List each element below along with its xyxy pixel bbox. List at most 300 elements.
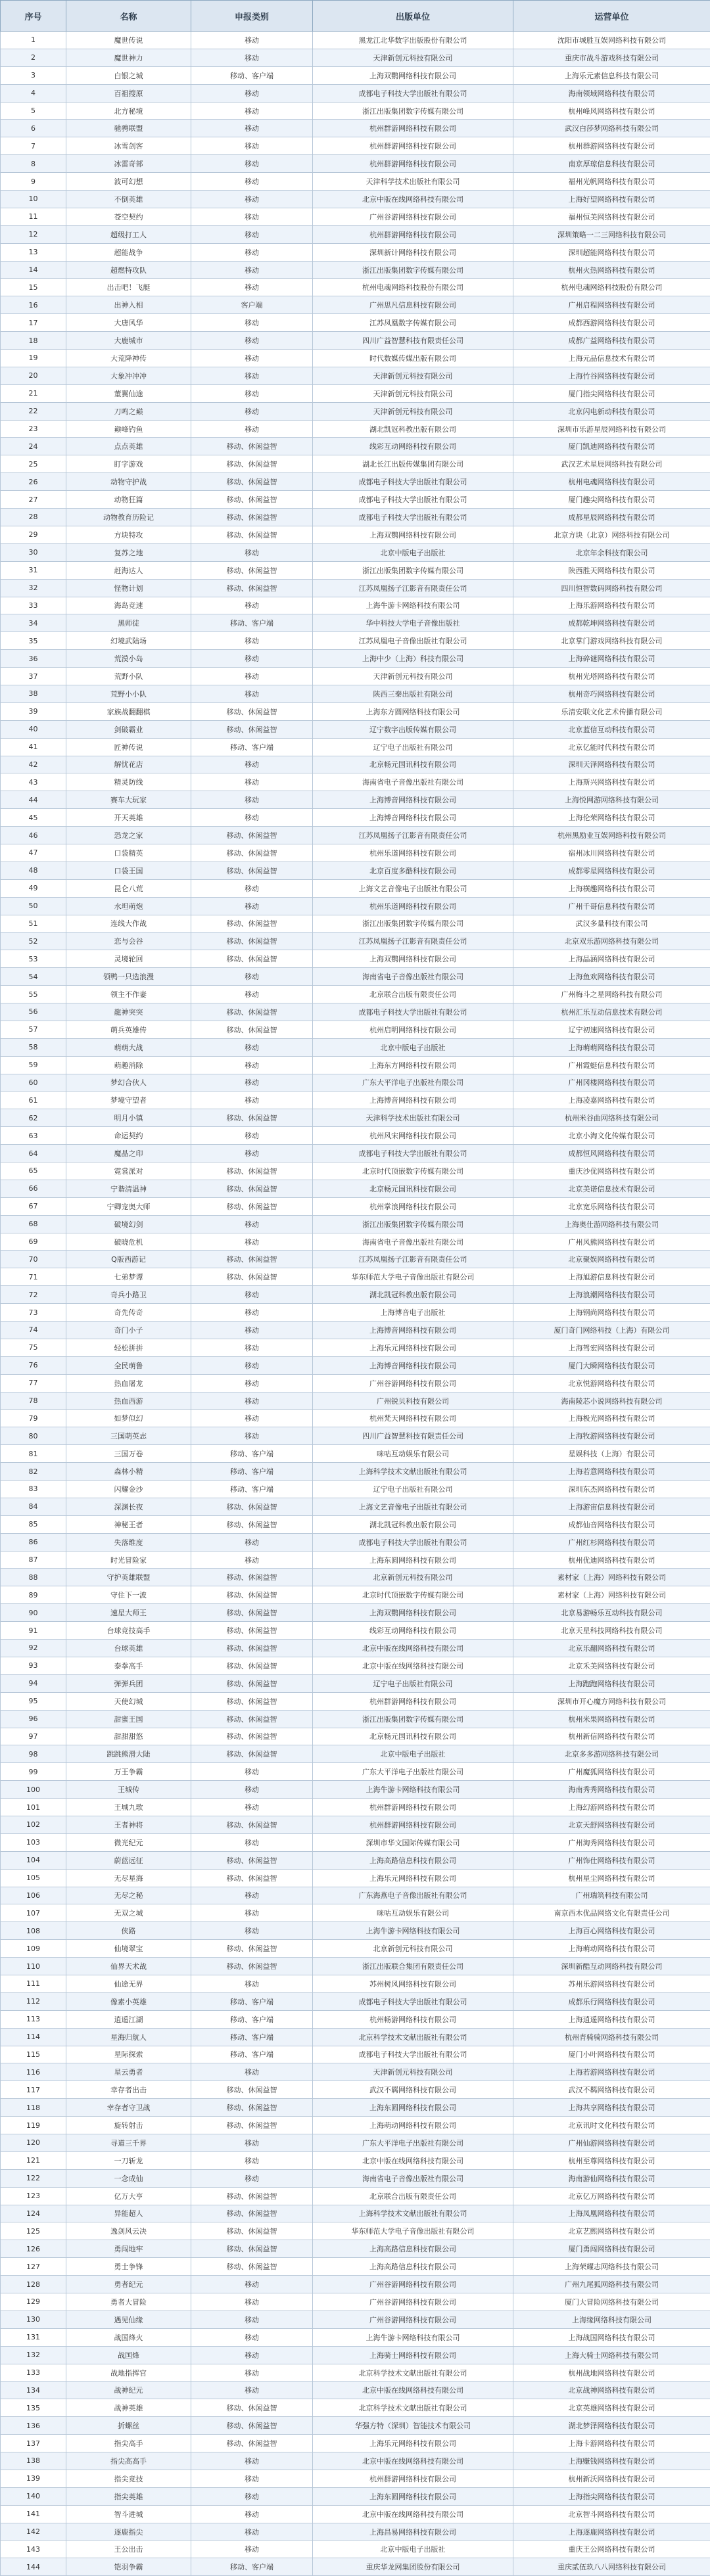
cell-operator: 上海荣耀志网络科技有限公司 bbox=[513, 2258, 710, 2276]
cell-operator: 广州仙游网络科技有限公司 bbox=[513, 2134, 710, 2151]
cell-name: 苍空契约 bbox=[66, 208, 191, 225]
cell-operator: 上海好望网络科技有限公司 bbox=[513, 191, 710, 208]
table-row bbox=[1, 438, 710, 455]
cell-operator: 广州风熊网络科技有限公司 bbox=[513, 1233, 710, 1251]
cell-no: 47 bbox=[1, 844, 66, 862]
cell-publisher: 上海高路信息科技有限公司 bbox=[313, 1851, 513, 1869]
cell-operator: 厦门趣尖网络科技有限公司 bbox=[513, 491, 710, 509]
cell-no: 95 bbox=[1, 1692, 66, 1710]
cell-operator: 杭州黑励业互娱网络科技有限公司 bbox=[513, 827, 710, 844]
cell-publisher: 北京百度多酷科技有限公司 bbox=[313, 862, 513, 879]
cell-operator: 深圳策略一二三网络科技有限公司 bbox=[513, 225, 710, 243]
cell-name: 口袋精英 bbox=[66, 844, 191, 862]
cell-publisher: 浙江出版集团数字传媒有限公司 bbox=[313, 915, 513, 932]
cell-no: 55 bbox=[1, 986, 66, 1003]
cell-category: 移动、休闲益智 bbox=[191, 2258, 313, 2276]
cell-publisher: 杭州群游网络科技有限公司 bbox=[313, 1799, 513, 1816]
cell-operator: 上海逐鹿网络科技有限公司 bbox=[513, 2523, 710, 2541]
cell-no: 137 bbox=[1, 2435, 66, 2452]
cell-name: 幸存者出击 bbox=[66, 2081, 191, 2099]
table-row bbox=[1, 191, 710, 208]
cell-operator: 武汉白莎梦网络科技有限公司 bbox=[513, 120, 710, 137]
cell-publisher: 辽宁数字出版传媒有限公司 bbox=[313, 720, 513, 738]
cell-publisher: 广东大平洋电子出版社有限公司 bbox=[313, 1074, 513, 1092]
cell-category: 移动 bbox=[191, 225, 313, 243]
cell-no: 135 bbox=[1, 2399, 66, 2417]
cell-no: 127 bbox=[1, 2258, 66, 2276]
table-row bbox=[1, 1869, 710, 1887]
cell-operator: 广州饰仕网络科技有限公司 bbox=[513, 1851, 710, 1869]
cell-category: 移动 bbox=[191, 809, 313, 827]
cell-name: 王城九歌 bbox=[66, 1799, 191, 1816]
cell-name: 勇者纪元 bbox=[66, 2276, 191, 2293]
cell-publisher: 广州谷游网络科技有限公司 bbox=[313, 2276, 513, 2293]
cell-publisher: 广东大平洋电子出版社有限公司 bbox=[313, 2134, 513, 2151]
cell-no: 122 bbox=[1, 2169, 66, 2187]
cell-operator: 北京聚娱网络科技有限公司 bbox=[513, 1251, 710, 1268]
cell-no: 61 bbox=[1, 1092, 66, 1109]
cell-operator: 上海斯兴网络科技有限公司 bbox=[513, 773, 710, 791]
cell-name: 魔晶之印 bbox=[66, 1145, 191, 1162]
cell-publisher: 华东师范大学电子音像出版社有限公司 bbox=[313, 2222, 513, 2240]
cell-category: 移动 bbox=[191, 897, 313, 915]
cell-operator: 上海浪潮网络科技有限公司 bbox=[513, 1286, 710, 1304]
cell-no: 139 bbox=[1, 2470, 66, 2487]
cell-publisher: 深圳市华文国际传媒有限公司 bbox=[313, 1833, 513, 1851]
cell-no: 92 bbox=[1, 1640, 66, 1657]
table-row bbox=[1, 84, 710, 102]
table-row bbox=[1, 1109, 710, 1127]
cell-name: 方块特攻 bbox=[66, 526, 191, 543]
table-row bbox=[1, 791, 710, 809]
cell-no: 113 bbox=[1, 2010, 66, 2028]
cell-no: 142 bbox=[1, 2523, 66, 2541]
cell-no: 34 bbox=[1, 614, 66, 632]
cell-operator: 深圳新酷互动网络科技有限公司 bbox=[513, 1958, 710, 1975]
table-row bbox=[1, 137, 710, 155]
cell-category: 移动、休闲益智 bbox=[191, 702, 313, 720]
cell-operator: 厦门大冒险网络科技有限公司 bbox=[513, 2293, 710, 2311]
table-row bbox=[1, 491, 710, 509]
cell-publisher: 天津新创元科技有限公司 bbox=[313, 384, 513, 402]
cell-name: 指尖高高手 bbox=[66, 2452, 191, 2470]
cell-no: 100 bbox=[1, 1781, 66, 1799]
cell-operator: 杭州米果网络科技有限公司 bbox=[513, 1710, 710, 1728]
cell-category: 移动、客户端 bbox=[191, 738, 313, 756]
cell-no: 7 bbox=[1, 137, 66, 155]
cell-category: 移动 bbox=[191, 1904, 313, 1922]
cell-no: 20 bbox=[1, 367, 66, 384]
cell-category: 移动、客户端 bbox=[191, 2010, 313, 2028]
cell-category: 移动 bbox=[191, 314, 313, 332]
cell-name: 赶海达人 bbox=[66, 561, 191, 579]
cell-category: 移动 bbox=[191, 261, 313, 279]
cell-operator: 北京闪电新动科技有限公司 bbox=[513, 402, 710, 420]
cell-operator: 重庆市战斗游戏科技有限公司 bbox=[513, 49, 710, 66]
cell-operator: 上海共享网络科技有限公司 bbox=[513, 2099, 710, 2117]
table-row bbox=[1, 2010, 710, 2028]
cell-operator: 海南陵芯小说网络科技有限公司 bbox=[513, 1392, 710, 1410]
cell-category: 移动 bbox=[191, 2311, 313, 2328]
cell-no: 89 bbox=[1, 1586, 66, 1604]
cell-operator: 深圳东杰网络科技有限公司 bbox=[513, 1481, 710, 1498]
cell-no: 75 bbox=[1, 1339, 66, 1356]
cell-name: 巅峰钓鱼 bbox=[66, 420, 191, 438]
cell-category: 移动、休闲益智 bbox=[191, 1710, 313, 1728]
table-row bbox=[1, 2117, 710, 2134]
cell-name: 不倒英雄 bbox=[66, 191, 191, 208]
table-row bbox=[1, 932, 710, 950]
cell-name: 破境幻剑 bbox=[66, 1215, 191, 1233]
cell-publisher: 上海双鹦网络科技有限公司 bbox=[313, 1604, 513, 1622]
cell-publisher: 成都电子科技大学出版社有限公司 bbox=[313, 1145, 513, 1162]
cell-publisher: 北京中版电子出版社 bbox=[313, 1745, 513, 1763]
cell-category: 移动 bbox=[191, 879, 313, 897]
cell-name: 赛车大玩家 bbox=[66, 791, 191, 809]
cell-no: 45 bbox=[1, 809, 66, 827]
cell-publisher: 华强方特（深圳）智能技术有限公司 bbox=[313, 2417, 513, 2435]
table-row bbox=[1, 632, 710, 650]
cell-publisher: 北京中版在线网络科技有限公司 bbox=[313, 1640, 513, 1657]
cell-publisher: 上海高路信息科技有限公司 bbox=[313, 2240, 513, 2258]
cell-publisher: 湖北长江出版传媒集团有限公司 bbox=[313, 455, 513, 473]
cell-publisher: 浙江出版联合集团有限责任公司 bbox=[313, 1958, 513, 1975]
cell-publisher: 杭州掌浪网络科技有限公司 bbox=[313, 1197, 513, 1215]
cell-publisher: 上海东圆网络科技有限公司 bbox=[313, 1551, 513, 1569]
cell-publisher: 北京中版在线网络科技有限公司 bbox=[313, 191, 513, 208]
cell-name: 轻松拼拼 bbox=[66, 1339, 191, 1356]
table-row bbox=[1, 2328, 710, 2346]
cell-name: 奇兵小路卫 bbox=[66, 1286, 191, 1304]
cell-publisher: 杭州群游网络科技有限公司 bbox=[313, 137, 513, 155]
table-row bbox=[1, 2505, 710, 2523]
table-row bbox=[1, 261, 710, 279]
cell-no: 117 bbox=[1, 2081, 66, 2099]
cell-operator: 上海战国网络科技有限公司 bbox=[513, 2328, 710, 2346]
cell-category: 移动 bbox=[191, 1356, 313, 1374]
cell-publisher: 咪咕互动娱乐有限公司 bbox=[313, 1904, 513, 1922]
cell-publisher: 上海牛游卡网络科技有限公司 bbox=[313, 1922, 513, 1940]
cell-publisher: 浙江出版集团数字传媒有限公司 bbox=[313, 102, 513, 120]
cell-category: 移动 bbox=[191, 84, 313, 102]
cell-publisher: 上海乐元网络科技有限公司 bbox=[313, 1339, 513, 1356]
table-row bbox=[1, 1427, 710, 1445]
cell-operator: 杭州光塔网络科技有限公司 bbox=[513, 668, 710, 685]
cell-category: 移动、客户端 bbox=[191, 1463, 313, 1481]
table-row bbox=[1, 1286, 710, 1304]
cell-category: 移动、休闲益智 bbox=[191, 473, 313, 491]
cell-no: 11 bbox=[1, 208, 66, 225]
cell-no: 120 bbox=[1, 2134, 66, 2151]
cell-operator: 海南游仙网络科技有限公司 bbox=[513, 2169, 710, 2187]
cell-operator: 重庆贰伍玖八八网络科技有限公司 bbox=[513, 2558, 710, 2576]
table-row bbox=[1, 702, 710, 720]
cell-category: 移动、休闲益智 bbox=[191, 1674, 313, 1692]
cell-publisher: 上海科学技术文献出版社有限公司 bbox=[313, 1463, 513, 1481]
cell-name: 台球竞技高手 bbox=[66, 1622, 191, 1640]
cell-publisher: 江苏凤凰扬子江影音有限责任公司 bbox=[313, 827, 513, 844]
cell-name: 铠羽争霸 bbox=[66, 2558, 191, 2576]
cell-operator: 上海萌萌网络科技有限公司 bbox=[513, 1038, 710, 1056]
cell-category: 移动、休闲益智 bbox=[191, 1180, 313, 1197]
cell-operator: 厦门大瞬网络科技有限公司 bbox=[513, 1356, 710, 1374]
table-row bbox=[1, 2063, 710, 2081]
cell-category: 移动 bbox=[191, 332, 313, 350]
cell-publisher: 线彩互动网络科技有限公司 bbox=[313, 1622, 513, 1640]
cell-no: 94 bbox=[1, 1674, 66, 1692]
cell-category: 移动 bbox=[191, 1833, 313, 1851]
cell-publisher: 海南省电子音像出版社有限公司 bbox=[313, 1233, 513, 1251]
cell-publisher: 黑龙江北华数字出版股份有限公司 bbox=[313, 32, 513, 49]
cell-operator: 上海旭游信息科技有限公司 bbox=[513, 1268, 710, 1286]
cell-name: 领鸭一只选浪漫 bbox=[66, 968, 191, 986]
cell-name: 怪物计划 bbox=[66, 579, 191, 597]
table-row bbox=[1, 2523, 710, 2541]
cell-publisher: 北京联合出版有限责任公司 bbox=[313, 2187, 513, 2205]
cell-category: 移动 bbox=[191, 1533, 313, 1551]
cell-category: 移动 bbox=[191, 2346, 313, 2364]
cell-category: 移动 bbox=[191, 1233, 313, 1251]
cell-publisher: 湖北凯冠科教出版有限公司 bbox=[313, 1286, 513, 1304]
table-row bbox=[1, 1622, 710, 1640]
cell-category: 移动 bbox=[191, 1392, 313, 1410]
cell-operator: 厦门小叶网络科技有限公司 bbox=[513, 2046, 710, 2063]
table-row bbox=[1, 2381, 710, 2399]
cell-publisher: 上海东方网络科技有限公司 bbox=[313, 1056, 513, 1074]
cell-name: 盯字游戏 bbox=[66, 455, 191, 473]
cell-name: 动物狂篇 bbox=[66, 491, 191, 509]
cell-operator: 杭州火热网络科技有限公司 bbox=[513, 261, 710, 279]
cell-no: 103 bbox=[1, 1833, 66, 1851]
cell-no: 36 bbox=[1, 650, 66, 668]
cell-name: 恋与会谷 bbox=[66, 932, 191, 950]
cell-no: 23 bbox=[1, 420, 66, 438]
cell-category: 移动 bbox=[191, 1410, 313, 1427]
cell-publisher: 杭州畅游网络科技有限公司 bbox=[313, 2010, 513, 2028]
cell-publisher: 杭州群游网络科技有限公司 bbox=[313, 1816, 513, 1833]
cell-name: 像素小英雄 bbox=[66, 1992, 191, 2010]
cell-category: 移动、休闲益智 bbox=[191, 720, 313, 738]
cell-category: 移动、休闲益智 bbox=[191, 1498, 313, 1515]
cell-operator: 上海若意网络科技有限公司 bbox=[513, 1463, 710, 1481]
cell-name: 仙界天术战 bbox=[66, 1958, 191, 1975]
cell-category: 移动、休闲益智 bbox=[191, 1816, 313, 1833]
cell-name: 无尽星海 bbox=[66, 1869, 191, 1887]
cell-category: 移动 bbox=[191, 1339, 313, 1356]
cell-name: 战国烽 bbox=[66, 2346, 191, 2364]
cell-operator: 乐清安联文化艺术传播有限公司 bbox=[513, 702, 710, 720]
cell-no: 24 bbox=[1, 438, 66, 455]
table-row bbox=[1, 420, 710, 438]
cell-category: 移动、休闲益智 bbox=[191, 1851, 313, 1869]
cell-operator: 上海元品信息技术有限公司 bbox=[513, 350, 710, 367]
cell-operator: 苏州乐游网络科技有限公司 bbox=[513, 1975, 710, 1992]
cell-operator: 成都西游网络科技有限公司 bbox=[513, 314, 710, 332]
table-row bbox=[1, 2311, 710, 2328]
cell-publisher: 北京中版电子出版社 bbox=[313, 2541, 513, 2558]
cell-name: 智斗进城 bbox=[66, 2505, 191, 2523]
cell-category: 移动 bbox=[191, 2470, 313, 2487]
cell-publisher: 上海牛游卡网络科技有限公司 bbox=[313, 597, 513, 614]
cell-name: 时光冒险家 bbox=[66, 1551, 191, 1569]
table-row bbox=[1, 2099, 710, 2117]
cell-category: 移动 bbox=[191, 1286, 313, 1304]
cell-publisher: 上海中少（上海）科技有限公司 bbox=[313, 650, 513, 668]
cell-name: 侠路 bbox=[66, 1922, 191, 1940]
table-row bbox=[1, 2452, 710, 2470]
cell-publisher: 上海东圆网络科技有限公司 bbox=[313, 2487, 513, 2505]
cell-no: 48 bbox=[1, 862, 66, 879]
cell-name: 剑破霸业 bbox=[66, 720, 191, 738]
cell-category: 移动 bbox=[191, 1215, 313, 1233]
cell-publisher: 海南省电子音像出版社有限公司 bbox=[313, 773, 513, 791]
cell-name: 董翼仙途 bbox=[66, 384, 191, 402]
cell-operator: 上海钢尚网络科技有限公司 bbox=[513, 1304, 710, 1322]
cell-name: 波可幻想 bbox=[66, 173, 191, 191]
cell-no: 42 bbox=[1, 756, 66, 773]
cell-name: 荒野小小队 bbox=[66, 685, 191, 702]
cell-name: 梦幻合伙人 bbox=[66, 1074, 191, 1092]
table-row bbox=[1, 155, 710, 173]
cell-no: 72 bbox=[1, 1286, 66, 1304]
cell-operator: 成都广益网络科技有限公司 bbox=[513, 332, 710, 350]
table-row bbox=[1, 402, 710, 420]
cell-publisher: 华东师范大学电子音像出版社有限公司 bbox=[313, 1268, 513, 1286]
table-row bbox=[1, 1640, 710, 1657]
cell-no: 143 bbox=[1, 2541, 66, 2558]
cell-publisher: 浙江出版集团数字传媒有限公司 bbox=[313, 561, 513, 579]
cell-name: 逐鹿指尖 bbox=[66, 2523, 191, 2541]
cell-publisher: 上海博音网络科技有限公司 bbox=[313, 791, 513, 809]
cell-operator: 上海牧游网络科技有限公司 bbox=[513, 1427, 710, 1445]
cell-name: 仙途无界 bbox=[66, 1975, 191, 1992]
table-row bbox=[1, 2417, 710, 2435]
table-row bbox=[1, 1657, 710, 1674]
cell-operator: 上海极光网络科技有限公司 bbox=[513, 1410, 710, 1427]
table-row bbox=[1, 2258, 710, 2276]
table-body bbox=[1, 32, 710, 2576]
cell-category: 移动、休闲益智 bbox=[191, 2117, 313, 2134]
cell-operator: 上海跑跑网络科技有限公司 bbox=[513, 1674, 710, 1692]
cell-no: 91 bbox=[1, 1622, 66, 1640]
cell-category: 移动、休闲益智 bbox=[191, 1569, 313, 1586]
table-row bbox=[1, 844, 710, 862]
cell-name: 泰拳高手 bbox=[66, 1657, 191, 1674]
cell-publisher: 四川广益智慧科技有限责任公司 bbox=[313, 332, 513, 350]
table-row bbox=[1, 473, 710, 491]
table-row bbox=[1, 1674, 710, 1692]
cell-name: 台球英雄 bbox=[66, 1640, 191, 1657]
cell-name: 指尖高手 bbox=[66, 2435, 191, 2452]
cell-publisher: 天津新创元科技有限公司 bbox=[313, 367, 513, 384]
cell-publisher: 江苏凤凰电子音像出版社有限公司 bbox=[313, 632, 513, 650]
cell-operator: 北京战神网络科技有限公司 bbox=[513, 2381, 710, 2399]
table-row bbox=[1, 32, 710, 49]
cell-category: 移动 bbox=[191, 597, 313, 614]
cell-operator: 杭州至尊网络科技有限公司 bbox=[513, 2151, 710, 2169]
cell-publisher: 上海文艺音像电子出版社有限公司 bbox=[313, 1498, 513, 1515]
table-row bbox=[1, 49, 710, 66]
table-row bbox=[1, 1728, 710, 1745]
cell-operator: 上海凌嘉网络科技有限公司 bbox=[513, 1092, 710, 1109]
cell-no: 105 bbox=[1, 1869, 66, 1887]
cell-no: 73 bbox=[1, 1304, 66, 1322]
cell-no: 6 bbox=[1, 120, 66, 137]
cell-operator: 广州红杉网络科技有限公司 bbox=[513, 1533, 710, 1551]
cell-category: 移动、客户端 bbox=[191, 66, 313, 84]
cell-publisher: 天津新创元科技有限公司 bbox=[313, 49, 513, 66]
table-row bbox=[1, 1092, 710, 1109]
cell-name: 森林小精 bbox=[66, 1463, 191, 1481]
table-row bbox=[1, 1692, 710, 1710]
cell-no: 86 bbox=[1, 1533, 66, 1551]
cell-no: 104 bbox=[1, 1851, 66, 1869]
cell-operator: 南京西木优品网络文化有限责任公司 bbox=[513, 1904, 710, 1922]
cell-category: 移动、休闲益智 bbox=[191, 2222, 313, 2240]
cell-name: 跳跳熊滑大陆 bbox=[66, 1745, 191, 1763]
cell-publisher: 华中科技大学电子音像出版社 bbox=[313, 614, 513, 632]
table-row bbox=[1, 509, 710, 526]
cell-no: 107 bbox=[1, 1904, 66, 1922]
cell-name: 水坦萌炮 bbox=[66, 897, 191, 915]
cell-name: 蔚蓝远征 bbox=[66, 1851, 191, 1869]
cell-publisher: 北京新创元科技有限公司 bbox=[313, 1569, 513, 1586]
cell-no: 93 bbox=[1, 1657, 66, 1674]
cell-category: 移动 bbox=[191, 402, 313, 420]
cell-name: 守护英雄联盟 bbox=[66, 1569, 191, 1586]
cell-category: 移动 bbox=[191, 756, 313, 773]
cell-name: 速星大师王 bbox=[66, 1604, 191, 1622]
cell-publisher: 江苏凤凰数字传媒有限公司 bbox=[313, 314, 513, 332]
cell-publisher: 北京新创元科技有限公司 bbox=[313, 1940, 513, 1958]
cell-publisher: 成都电子科技大学出版社有限公司 bbox=[313, 1992, 513, 2010]
cell-name: 宁卿宠奥大师 bbox=[66, 1197, 191, 1215]
table-row bbox=[1, 2435, 710, 2452]
cell-operator: 北京天舒网络科技有限公司 bbox=[513, 1816, 710, 1833]
cell-publisher: 广州谷游网络科技有限公司 bbox=[313, 2311, 513, 2328]
cell-operator: 上海碎谜网络科技有限公司 bbox=[513, 650, 710, 668]
cell-no: 74 bbox=[1, 1322, 66, 1339]
cell-name: Q版西游记 bbox=[66, 1251, 191, 1268]
table-row bbox=[1, 526, 710, 543]
cell-category: 移动、休闲益智 bbox=[191, 915, 313, 932]
cell-category: 移动 bbox=[191, 2452, 313, 2470]
cell-category: 移动、休闲益智 bbox=[191, 827, 313, 844]
cell-no: 132 bbox=[1, 2346, 66, 2364]
cell-name: 亿万大亨 bbox=[66, 2187, 191, 2205]
cell-name: 一念成仙 bbox=[66, 2169, 191, 2187]
table-row bbox=[1, 296, 710, 314]
cell-operator: 北京蓝信互动科技有限公司 bbox=[513, 720, 710, 738]
table-row bbox=[1, 1463, 710, 1481]
cell-category: 移动 bbox=[191, 155, 313, 173]
cell-category: 移动、休闲益智 bbox=[191, 1869, 313, 1887]
cell-category: 移动、休闲益智 bbox=[191, 862, 313, 879]
cell-name: 动物教育历险记 bbox=[66, 509, 191, 526]
cell-category: 移动、休闲益智 bbox=[191, 526, 313, 543]
cell-no: 67 bbox=[1, 1197, 66, 1215]
cell-publisher: 成都电子科技大学出版社有限公司 bbox=[313, 1003, 513, 1021]
cell-publisher: 天津科学技术出版社有限公司 bbox=[313, 1109, 513, 1127]
cell-category: 移动 bbox=[191, 1763, 313, 1781]
cell-category: 移动 bbox=[191, 49, 313, 66]
cell-operator: 陕西胜天网络科技有限公司 bbox=[513, 561, 710, 579]
cell-category: 移动 bbox=[191, 243, 313, 261]
cell-category: 移动、客户端 bbox=[191, 2558, 313, 2576]
cell-category: 移动 bbox=[191, 350, 313, 367]
cell-no: 14 bbox=[1, 261, 66, 279]
cell-operator: 成都仙音网络科技有限公司 bbox=[513, 1515, 710, 1533]
